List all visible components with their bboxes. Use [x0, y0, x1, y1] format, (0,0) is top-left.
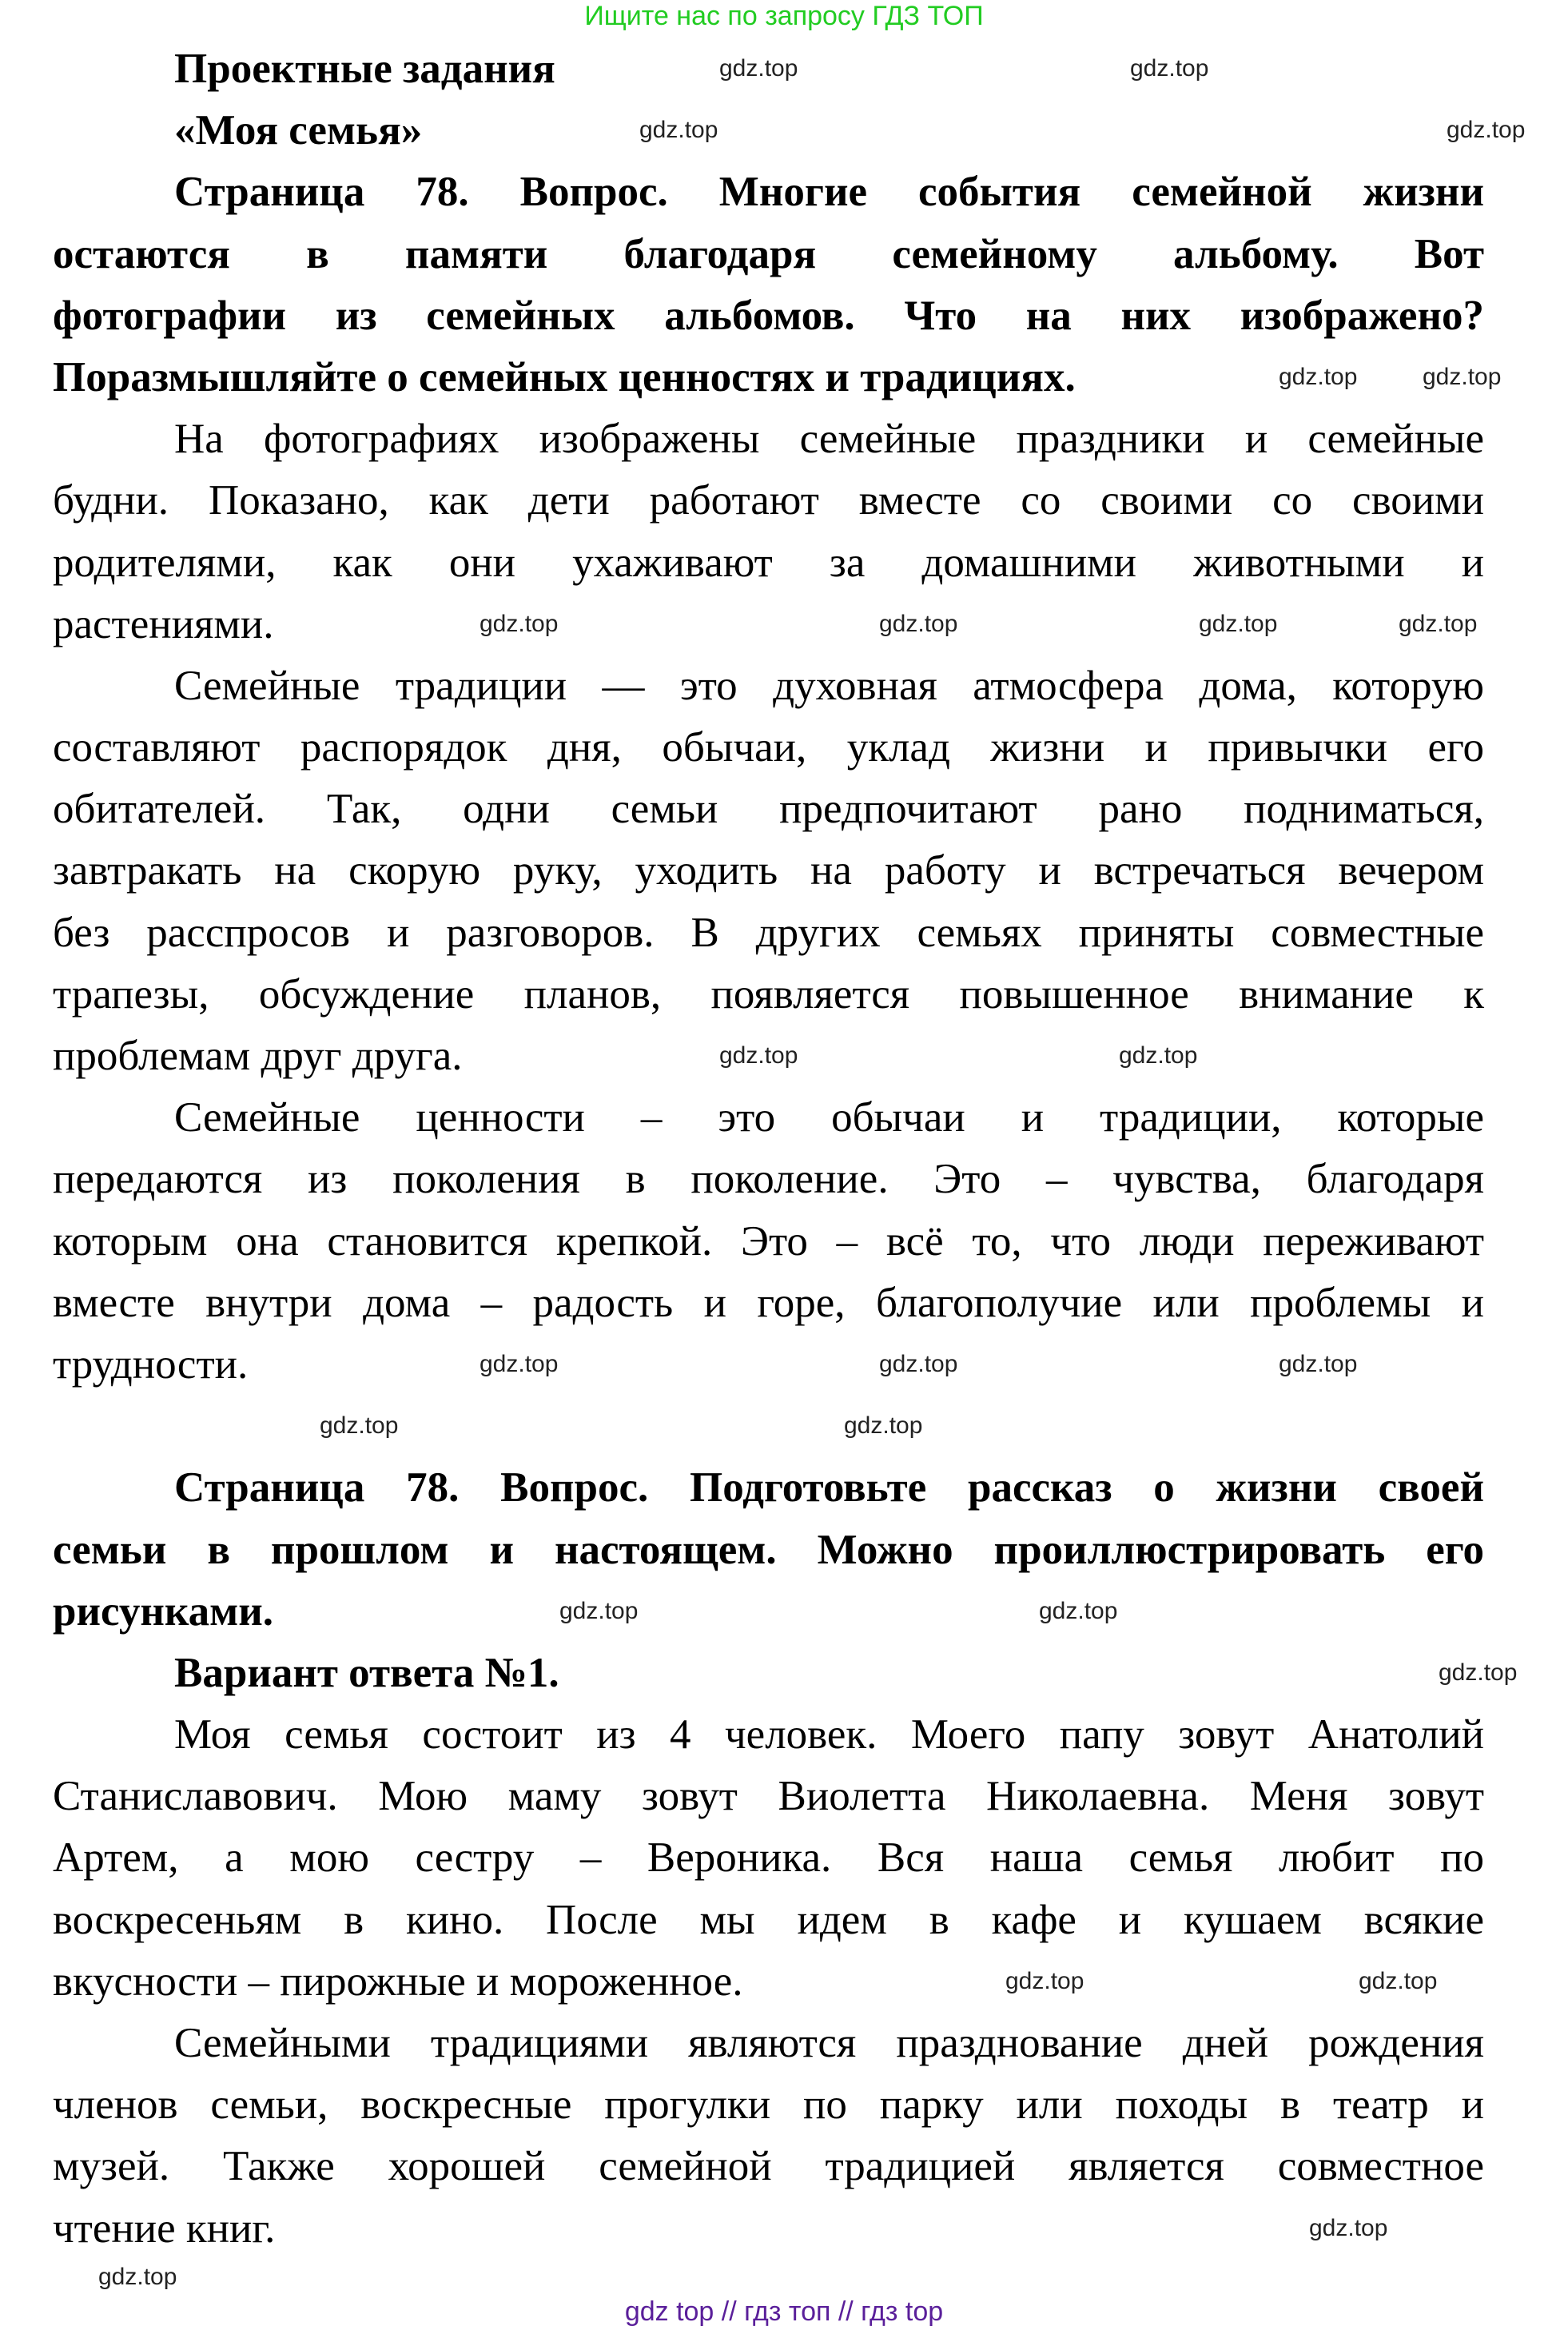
text-line: Поразмышляйте о семейных ценностях и традициях.: [53, 353, 1076, 400]
text-line: Страница 78. Вопрос. Многие события семейной жизни: [174, 169, 1484, 216]
watermark: gdz.top: [879, 611, 958, 637]
watermark: gdz.top: [1439, 1659, 1518, 1686]
text-line: остаются в памяти благодаря семейному альбому. Вот: [53, 230, 1484, 277]
text-line: составляют распорядок дня, обычаи, уклад жизни и привычки его: [53, 724, 1484, 771]
watermark: gdz.top: [480, 611, 559, 637]
text-line: которым она становится крепкой. Это – всё то, что люди переживают: [53, 1217, 1484, 1265]
watermark: gdz.top: [1423, 364, 1502, 390]
watermark: gdz.top: [1359, 1968, 1438, 1994]
watermark: gdz.top: [559, 1598, 639, 1624]
text-line: без расспросов и разговоров. В других семьях приняты совместные: [53, 909, 1484, 956]
text-line: передаются из поколения в поколение. Это – чувства, благодаря: [53, 1156, 1484, 1203]
text-paragraph: [53, 2013, 1484, 2260]
text-line: На фотографиях изображены семейные праздники и семейные: [174, 416, 1484, 463]
text-line: трудности.: [53, 1340, 249, 1388]
watermark: gdz.top: [1279, 1351, 1358, 1377]
text-line: «Моя семья»: [174, 107, 423, 154]
watermark: gdz.top: [879, 1351, 958, 1377]
text-line: трапезы, обсуждение планов, появляется повышенное внимание к: [53, 970, 1484, 1018]
text-line: вместе внутри дома – радость и горе, благополучие или проблемы и: [53, 1279, 1484, 1326]
text-line: Семейные традиции — это духовная атмосфера дома, которую: [174, 662, 1484, 709]
text-line: Семейные ценности – это обычаи и традиции, которые: [174, 1094, 1484, 1141]
watermark: gdz.top: [1130, 55, 1209, 82]
heading-paragraph: [53, 100, 1484, 161]
text-line: фотографии из семейных альбомов. Что на них изображено?: [53, 292, 1484, 339]
section-family-values: [53, 38, 1484, 1396]
heading-paragraph: [53, 161, 1484, 408]
text-line: будни. Показано, как дети работают вместе со своими со своими: [53, 477, 1484, 524]
text-line: Моя семья состоит из 4 человек. Моего папу зовут Анатолий: [174, 1711, 1484, 1758]
watermark: gdz.top: [639, 117, 718, 143]
text-paragraph: [53, 1704, 1484, 2013]
text-line: чтение книг.: [53, 2205, 276, 2252]
text-line: родителями, как они ухаживают за домашними животными и: [53, 539, 1484, 586]
text-paragraph: [53, 1087, 1484, 1396]
watermark: gdz.top: [1005, 1968, 1084, 1994]
watermark: gdz.top: [1279, 364, 1358, 390]
text-line: завтракать на скорую руку, уходить на работу и встречаться вечером: [53, 847, 1484, 894]
text-line: вкусности – пирожные и мороженное.: [53, 1958, 743, 2005]
watermark: gdz.top: [1309, 2215, 1388, 2241]
text-line: Артем, а мою сестру – Вероника. Вся наша семья любит по: [53, 1834, 1484, 1882]
text-line: Семейными традициями являются празднование дней рождения: [174, 2020, 1484, 2066]
text-line: растениями.: [53, 600, 274, 647]
footer-links[interactable]: gdz top // гдз топ // гдз top: [624, 2296, 944, 2327]
text-line: Страница 78. Вопрос. Подготовьте рассказ о жизни своей: [174, 1464, 1484, 1512]
heading-paragraph: [53, 1457, 1484, 1643]
text-paragraph: [53, 655, 1484, 1087]
watermark: gdz.top: [1199, 611, 1278, 637]
text-line: рисунками.: [53, 1587, 273, 1635]
watermark: gdz.top: [1039, 1598, 1118, 1624]
watermark: gdz.top: [98, 2264, 177, 2290]
text-line: воскресеньям в кино. После мы идем в кафе и кушаем всякие: [53, 1896, 1484, 1943]
search-banner[interactable]: Ищите нас по запросу ГДЗ ТОП: [584, 1, 984, 31]
heading-paragraph: [53, 1643, 1484, 1704]
text-line: Станиславович. Мою маму зовут Виолетта Николаевна. Меня зовут: [53, 1773, 1484, 1820]
watermark: gdz.top: [844, 1412, 923, 1439]
watermark: gdz.top: [1119, 1042, 1198, 1069]
watermark: gdz.top: [1447, 117, 1526, 143]
text-line: членов семьи, воскресные прогулки по парку или походы в театр и: [53, 2081, 1484, 2129]
text-line: музей. Также хорошей семейной традицией является совместное: [53, 2143, 1484, 2190]
text-line: семьи в прошлом и настоящем. Можно проиллюстрировать его: [53, 1526, 1484, 1573]
text-line: Вариант ответа №1.: [174, 1649, 559, 1696]
watermark: gdz.top: [480, 1351, 559, 1377]
watermark: gdz.top: [1399, 611, 1478, 637]
text-line: Проектные задания: [174, 46, 555, 92]
watermark: gdz.top: [719, 1042, 798, 1069]
text-line: проблемам друг друга.: [53, 1033, 463, 1079]
document-body: [53, 38, 1484, 2260]
text-line: обитателей. Так, одни семьи предпочитают рано подниматься,: [53, 786, 1484, 833]
watermark: gdz.top: [320, 1412, 399, 1439]
watermark: gdz.top: [719, 55, 798, 82]
section-family-story: [53, 1457, 1484, 2259]
